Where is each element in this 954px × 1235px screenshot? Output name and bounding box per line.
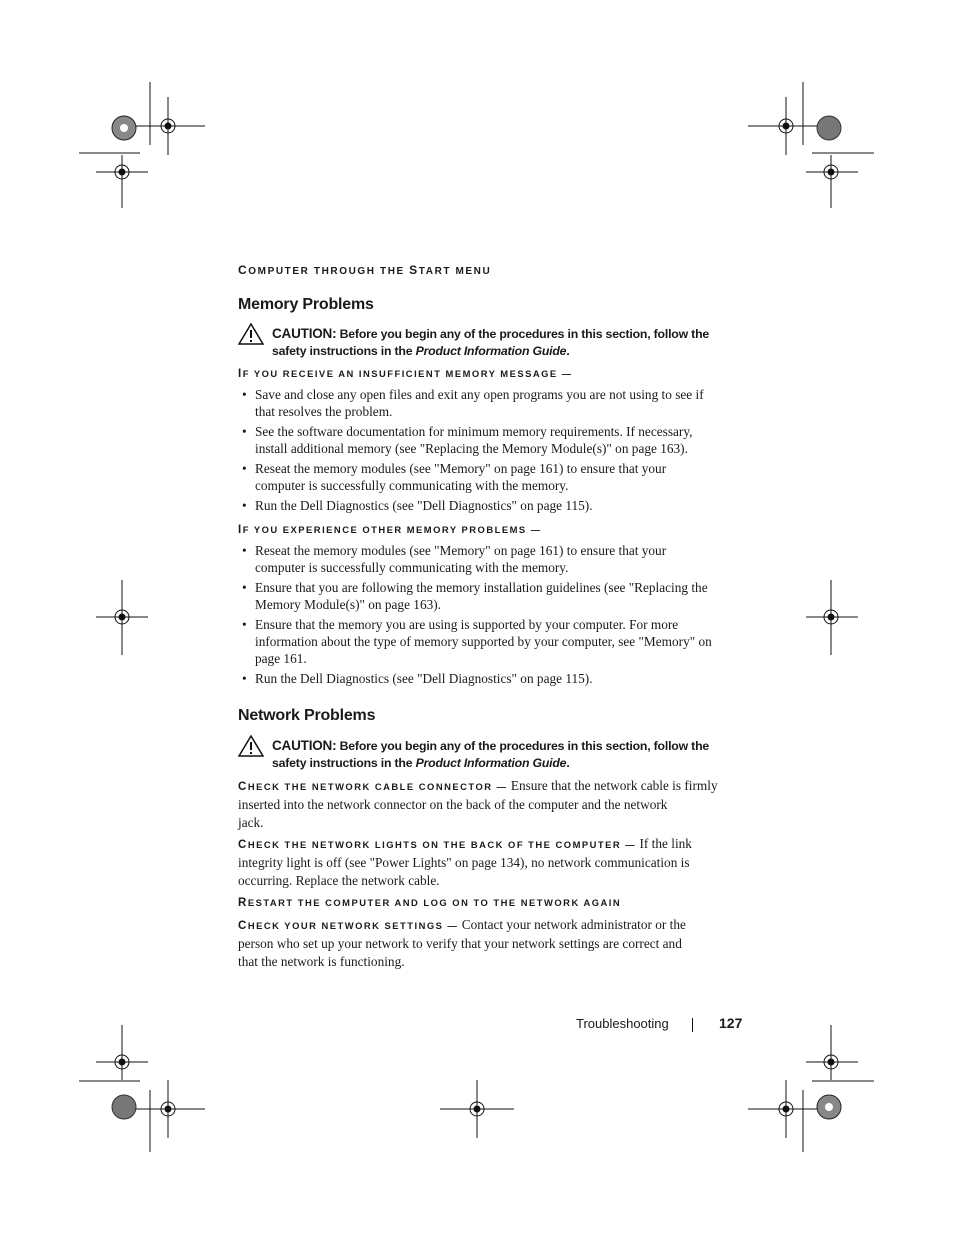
p2-cap: C [238, 839, 248, 851]
caution-line2: safety instructions in the [272, 756, 416, 770]
p2-line2: integrity light is off (see "Power Lights" on page 134), no network communication is [238, 855, 690, 871]
memory-problems-heading: Memory Problems [238, 296, 374, 313]
paragraph-heading [238, 897, 621, 908]
check-lights-paragraph [238, 835, 738, 889]
caution-end: . [566, 344, 570, 358]
check-settings-paragraph [238, 916, 738, 970]
caution-line1: Before you begin any of the procedures in this section, follow the [336, 327, 710, 341]
caution-triangle-icon [238, 323, 264, 345]
running-header [238, 263, 491, 277]
p1-head: HECK THE NETWORK CABLE CONNECTOR — [247, 781, 508, 792]
p1-cap: C [238, 781, 248, 793]
network-caution [238, 737, 738, 772]
footer-divider [692, 1018, 693, 1032]
p4-line3: that the network is functioning. [238, 953, 405, 969]
subheading-other-memory [238, 524, 542, 536]
list-line: install additional memory (see "Replacing the Memory Module(s)" on page 163). [255, 441, 688, 456]
list-line: Ensure that you are following the memory installation guidelines (see "Replacing the [255, 580, 708, 595]
p2-head: HECK THE NETWORK LIGHTS ON THE BACK OF THE COMPUTER — [247, 839, 637, 850]
sub2-cap: I [238, 524, 243, 536]
caution-triangle-icon [238, 735, 264, 757]
running-header-rest2: TART MENU [418, 266, 492, 277]
sub1-cap: I [238, 368, 243, 380]
list-line: information about the type of memory supported by your computer, see "Memory" on [255, 634, 712, 649]
p3-head: ESTART THE COMPUTER AND LOG ON TO THE NETWORK AGAIN [247, 897, 622, 908]
paragraph-heading [238, 839, 636, 850]
p2-line1: If the link [636, 836, 692, 851]
sub1-rest: F YOU RECEIVE AN INSUFFICIENT MEMORY MESSAGE — [242, 368, 573, 379]
memory-caution [238, 325, 738, 360]
list-item: • Ensure that you are following the memory installation guidelines (see "Replacing the Memory Module(s)" on page 163). [242, 580, 708, 612]
caution-guide: Product Information Guide [415, 756, 567, 770]
p1-line2: inserted into the network connector on the back of the computer and the network [238, 797, 668, 813]
list-line: Ensure that the memory you are using is supported by your computer. For more [255, 617, 679, 632]
paragraph-heading [238, 781, 508, 792]
caution-label: CAUTION: [272, 326, 337, 341]
list-item: • Reseat the memory modules (see "Memory" on page 161) to ensure that your computer is successfully communicating with the memory. [242, 461, 667, 493]
list-line: Save and close any open files and exit any open programs you are not using to see if [255, 387, 704, 402]
list-line: computer is successfully communicating with the memory. [255, 478, 569, 493]
p2-line3: occurring. Replace the network cable. [238, 872, 440, 888]
caution-guide: Product Information Guide [415, 344, 567, 358]
list-item: • Run the Dell Diagnostics (see "Dell Diagnostics" on page 115). [242, 498, 593, 513]
running-header-cap2: S [409, 263, 419, 277]
other-memory-list [238, 542, 738, 690]
p3-cap: R [238, 897, 248, 909]
network-problems-heading: Network Problems [238, 707, 376, 724]
running-header-cap1: C [238, 263, 249, 277]
page-number: 127 [719, 1015, 743, 1031]
list-line: See the software documentation for minimum memory requirements. If necessary, [255, 424, 693, 439]
list-item: • Save and close any open files and exit any open programs you are not using to see if that resolves the problem. [242, 387, 704, 419]
list-item: • See the software documentation for minimum memory requirements. If necessary, install additional memory (see "Replacing the Memory Module(s)" on page 163). [242, 424, 693, 456]
list-line: Reseat the memory modules (see "Memory" on page 161) to ensure that your [255, 543, 667, 558]
caution-end: . [566, 756, 570, 770]
p4-head: HECK YOUR NETWORK SETTINGS — [247, 920, 459, 931]
caution-line2: safety instructions in the [272, 344, 416, 358]
check-cable-paragraph [238, 777, 738, 831]
list-item: • Reseat the memory modules (see "Memory" on page 161) to ensure that your computer is successfully communicating with the memory. [242, 543, 667, 575]
restart-paragraph [238, 893, 738, 912]
caution-label: CAUTION: [272, 738, 337, 753]
footer-section: Troubleshooting [576, 1016, 669, 1031]
list-line: Run the Dell Diagnostics (see "Dell Diagnostics" on page 115). [255, 671, 593, 686]
p4-cap: C [238, 920, 248, 932]
subheading-insufficient-memory [238, 368, 573, 380]
sub2-rest: F YOU EXPERIENCE OTHER MEMORY PROBLEMS — [242, 524, 542, 535]
insufficient-memory-list [238, 386, 738, 517]
list-item: • Run the Dell Diagnostics (see "Dell Diagnostics" on page 115). [242, 671, 593, 686]
list-line: Run the Dell Diagnostics (see "Dell Diagnostics" on page 115). [255, 498, 593, 513]
p1-line1: Ensure that the network cable is firmly [507, 778, 718, 793]
caution-line1: Before you begin any of the procedures in this section, follow the [336, 739, 710, 753]
list-line: Memory Module(s)" on page 163). [255, 597, 442, 612]
p1-line3: jack. [238, 814, 264, 830]
list-line: Reseat the memory modules (see "Memory" on page 161) to ensure that your [255, 461, 667, 476]
p4-line1: Contact your network administrator or the [458, 917, 686, 932]
list-line: that resolves the problem. [255, 404, 393, 419]
list-line: computer is successfully communicating with the memory. [255, 560, 569, 575]
list-line: page 161. [255, 651, 307, 666]
paragraph-heading [238, 920, 458, 931]
p4-line2: person who set up your network to verify that your network settings are correct and [238, 936, 682, 952]
list-item: • Ensure that the memory you are using is supported by your computer. For more information about the type of memory supported by your computer, see "Memory" on page 161. [242, 617, 712, 666]
running-header-rest1: OMPUTER THROUGH THE [248, 266, 410, 277]
